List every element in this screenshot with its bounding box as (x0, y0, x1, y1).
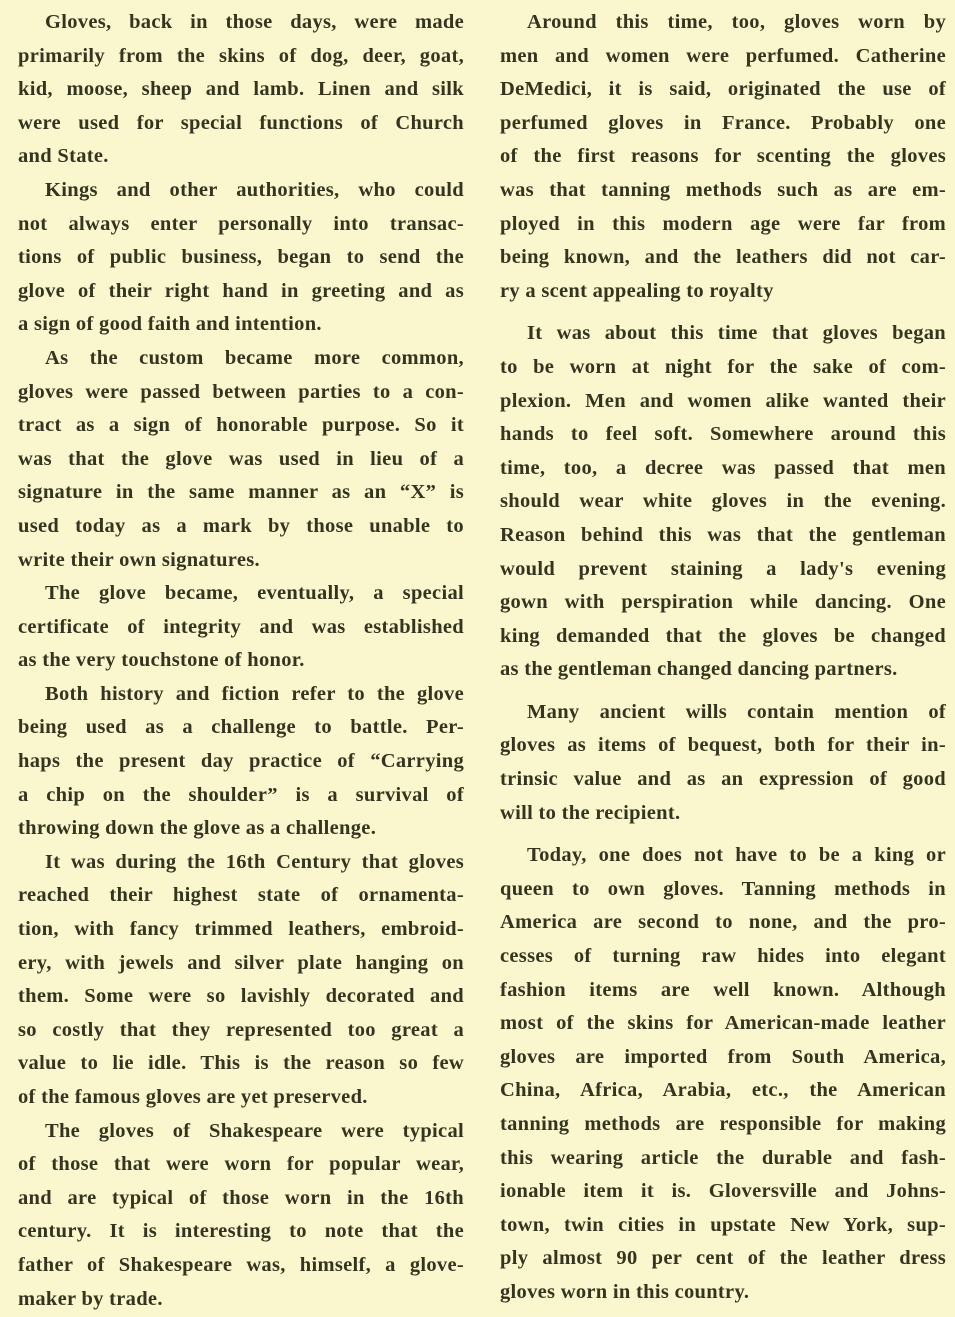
text-line: primarily from the skins of dog, deer, goat, (18, 44, 464, 67)
text-line: tanning methods are responsible for making (500, 1113, 946, 1135)
text-line: gloves are imported from South America, (500, 1045, 946, 1068)
text-line: kid, moose, sheep and lamb. Linen and silk (18, 78, 464, 101)
paragraph (500, 696, 946, 830)
text-line: king demanded that the gloves be changed (500, 624, 946, 647)
text-line: being known, and the leathers did not car- (500, 246, 946, 269)
text-line: throwing down the glove as a challenge. (18, 817, 377, 840)
text-line: Gloves, back in those days, were made (45, 11, 464, 33)
paragraph (18, 342, 464, 577)
text-line: DeMedici, it is said, originated the use of (500, 78, 946, 101)
text-line: being used as a challenge to battle. Per- (18, 716, 464, 739)
text-line: cesses of turning raw hides into elegant (500, 945, 946, 968)
text-line: America are second to none, and the pro- (500, 911, 946, 934)
text-line: ployed in this modern age were far from (500, 212, 946, 235)
text-line: Reason behind this was that the gentleman (500, 523, 946, 546)
text-line: perfumed gloves in France. Probably one (500, 111, 946, 134)
text-line: of the first reasons for scenting the gloves (500, 145, 946, 168)
text-line: gloves worn in this country. (500, 1280, 750, 1303)
paragraph (500, 839, 946, 1309)
paragraph (18, 846, 464, 1115)
text-line: gloves were passed between parties to a con- (18, 380, 464, 403)
text-line: China, Africa, Arabia, etc., the American (500, 1079, 946, 1102)
text-line: them. Some were so lavishly decorated and (18, 985, 464, 1008)
text-line: tion, with fancy trimmed leathers, embroid- (18, 918, 464, 941)
text-line: tions of public business, began to send the (18, 246, 464, 269)
text-line: father of Shakespeare was, himself, a glove- (18, 1253, 464, 1276)
text-line: to be worn at night for the sake of com- (500, 355, 946, 378)
text-line: town, twin cities in upstate New York, sup- (500, 1213, 946, 1236)
text-line: signature in the same manner as an “X” is (18, 481, 464, 504)
paragraph (18, 577, 464, 678)
text-line: time, too, a decree was passed that men (500, 456, 946, 479)
text-line: ply almost 90 per cent of the leather dress (500, 1247, 946, 1270)
paragraph (18, 6, 464, 174)
text-line: were used for special functions of Church (18, 111, 464, 134)
text-line: and are typical of those worn in the 16th (18, 1186, 464, 1209)
text-line: men and women were perfumed. Catherine (500, 44, 946, 67)
text-line: ery, with jewels and silver plate hanging on (18, 951, 464, 974)
paragraph (500, 317, 946, 687)
text-line: as the very touchstone of honor. (18, 649, 305, 672)
text-line: glove of their right hand in greeting and as (18, 279, 464, 302)
text-line: Many ancient wills contain mention of (527, 700, 946, 723)
text-line: century. It is interesting to note that the (18, 1220, 464, 1243)
text-line: as the gentleman changed dancing partners. (500, 658, 898, 681)
text-line: haps the present day practice of “Carrying (18, 750, 464, 773)
text-line: ry a scent appealing to royalty (500, 279, 774, 302)
text-line: maker by trade. (18, 1287, 163, 1310)
text-line: gloves as items of bequest, both for their in- (500, 734, 946, 757)
text-line: The gloves of Shakespeare were typical (45, 1119, 464, 1142)
text-line: Kings and other authorities, who could (45, 178, 464, 201)
text-line: fashion items are well known. Although (500, 978, 946, 1001)
text-line: It was during the 16th Century that gloves (45, 850, 464, 873)
right-text-column (500, 6, 946, 1310)
paragraph (18, 678, 464, 846)
text-line: queen to own gloves. Tanning methods in (500, 877, 946, 900)
text-line: and State. (18, 145, 109, 168)
text-line: Both history and fiction refer to the glove (45, 682, 464, 705)
text-line: should wear white gloves in the evening. (500, 490, 946, 513)
text-line: tract as a sign of honorable purpose. So it (18, 414, 464, 437)
text-line: plexion. Men and women alike wanted their (500, 389, 946, 412)
left-text-column (18, 6, 464, 1316)
text-line: most of the skins for American-made leather (500, 1012, 946, 1035)
text-line: Around this time, too, gloves worn by (527, 11, 946, 33)
text-line: trinsic value and as an expression of good (500, 768, 946, 791)
text-line: so costly that they represented too great a (18, 1018, 464, 1041)
text-line: hands to feel soft. Somewhere around this (500, 423, 946, 446)
text-line: Today, one does not have to be a king or (527, 844, 946, 867)
text-line: certificate of integrity and was established (18, 615, 464, 638)
text-line: used today as a mark by those unable to (18, 514, 464, 537)
text-line: write their own signatures. (18, 548, 260, 571)
text-line: value to lie idle. This is the reason so few (18, 1052, 464, 1075)
text-line: of those that were worn for popular wear, (18, 1153, 464, 1176)
text-line: not always enter personally into transac- (18, 212, 464, 235)
paragraph (500, 6, 946, 308)
text-line: The glove became, eventually, a special (45, 582, 464, 605)
paragraph (18, 1115, 464, 1317)
text-line: was that tanning methods such as are em- (500, 178, 946, 201)
text-line: was that the glove was used in lieu of a (18, 447, 464, 470)
text-line: It was about this time that gloves began (527, 322, 946, 345)
text-line: this wearing article the durable and fash- (500, 1146, 946, 1169)
text-line: a chip on the shoulder” is a survival of (18, 783, 464, 806)
text-line: gown with perspiration while dancing. One (500, 591, 946, 614)
text-line: of the famous gloves are yet preserved. (18, 1086, 368, 1108)
text-line: would prevent staining a lady's evening (500, 557, 946, 580)
text-line: ionable item it is. Gloversville and Johns- (500, 1180, 946, 1203)
text-line: a sign of good faith and intention. (18, 313, 322, 336)
text-line: reached their highest state of ornamenta- (18, 884, 464, 907)
paragraph (18, 174, 464, 342)
text-line: As the custom became more common, (45, 346, 464, 369)
text-line: will to the recipient. (500, 801, 681, 824)
